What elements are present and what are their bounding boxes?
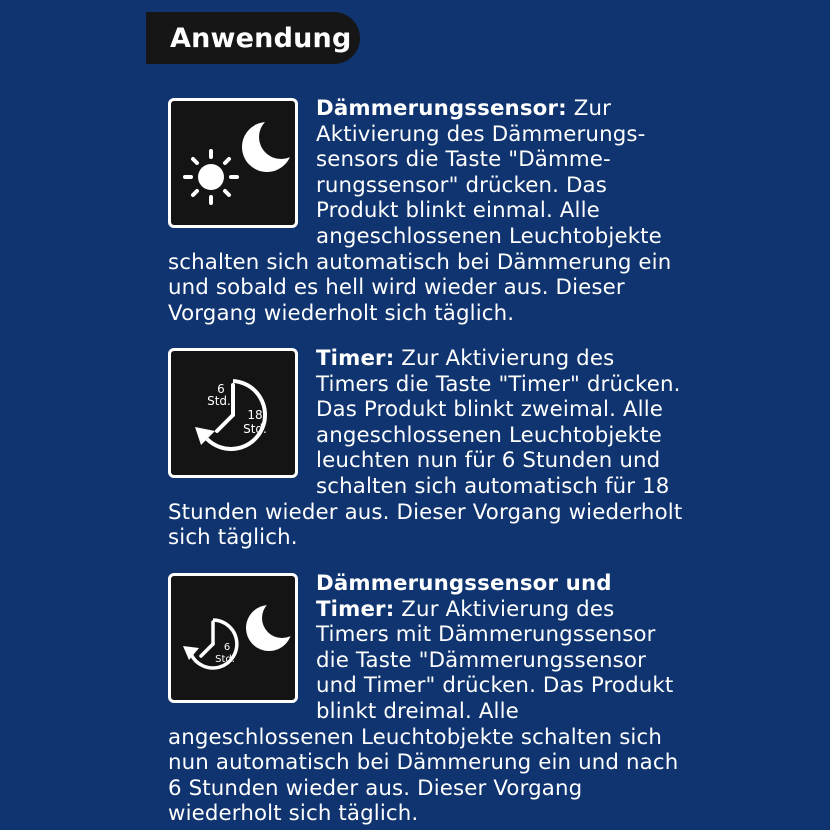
section-title — [146, 12, 360, 64]
timer-on-hours-label: 6 — [217, 382, 225, 396]
clock-moon-icon — [168, 573, 298, 703]
timer-unit-label: Std. — [215, 654, 235, 665]
timer-on-unit-label: Std. — [207, 394, 231, 408]
clock-timer-icon — [168, 348, 298, 478]
mode-dusk-sensor-timer — [168, 571, 688, 827]
clock-moon-icon-graphic — [171, 576, 295, 700]
mode-dusk-sensor-timer-body: Zur Aktivierung des Timers mit Dämmerungssensor die Taste "Dämmerungssensor und Timer" drücken. Das Produkt blinkt dreimal. Alle angeschlossenen Leuchtobjekte schalten sich nun automatisch bei Dämmerung ein und nach 6 Stunden wieder aus. Dieser Vorgang wiederholt sich täglich. — [168, 596, 679, 827]
clock-timer-icon-graphic — [171, 351, 295, 475]
mode-dusk-sensor-body: Zur Aktivierung des Dämmerungssensors die Taste "Dämmerungssensor" drücken. Das Produkt blinkt einmal. Alle angeschlossenen Leuchtobjekte schalten sich automatisch bei Dämmerung ein und sobald es hell wird wieder aus. Dieser Vorgang wiederholt sich täglich. — [168, 96, 672, 326]
timer-hours-label: 6 — [223, 642, 231, 653]
mode-dusk-sensor — [168, 96, 688, 326]
timer-off-unit-label: Std. — [243, 422, 267, 436]
section-title-text: Anwendung — [170, 22, 352, 54]
mode-timer-body: Zur Aktivierung des Timers die Taste "Timer" drücken. Das Produkt blinkt zweimal. Alle angeschlossenen Leuchtobjekte leuchten nun für 6 Stunden und schalten sich automatisch für 18 Stunden wieder aus. Dieser Vorgang wiederholt sich täglich. — [168, 346, 683, 551]
mode-timer-heading: Timer: — [316, 346, 395, 371]
sun-moon-icon — [168, 98, 298, 228]
timer-off-hours-label: 18 — [247, 408, 263, 422]
mode-dusk-sensor-timer-heading: Dämmerungssensor und Timer: — [316, 571, 612, 622]
mode-dusk-sensor-heading: Dämmerungssensor: — [316, 96, 567, 121]
mode-timer — [168, 346, 688, 551]
sun-moon-icon-graphic — [171, 101, 295, 225]
